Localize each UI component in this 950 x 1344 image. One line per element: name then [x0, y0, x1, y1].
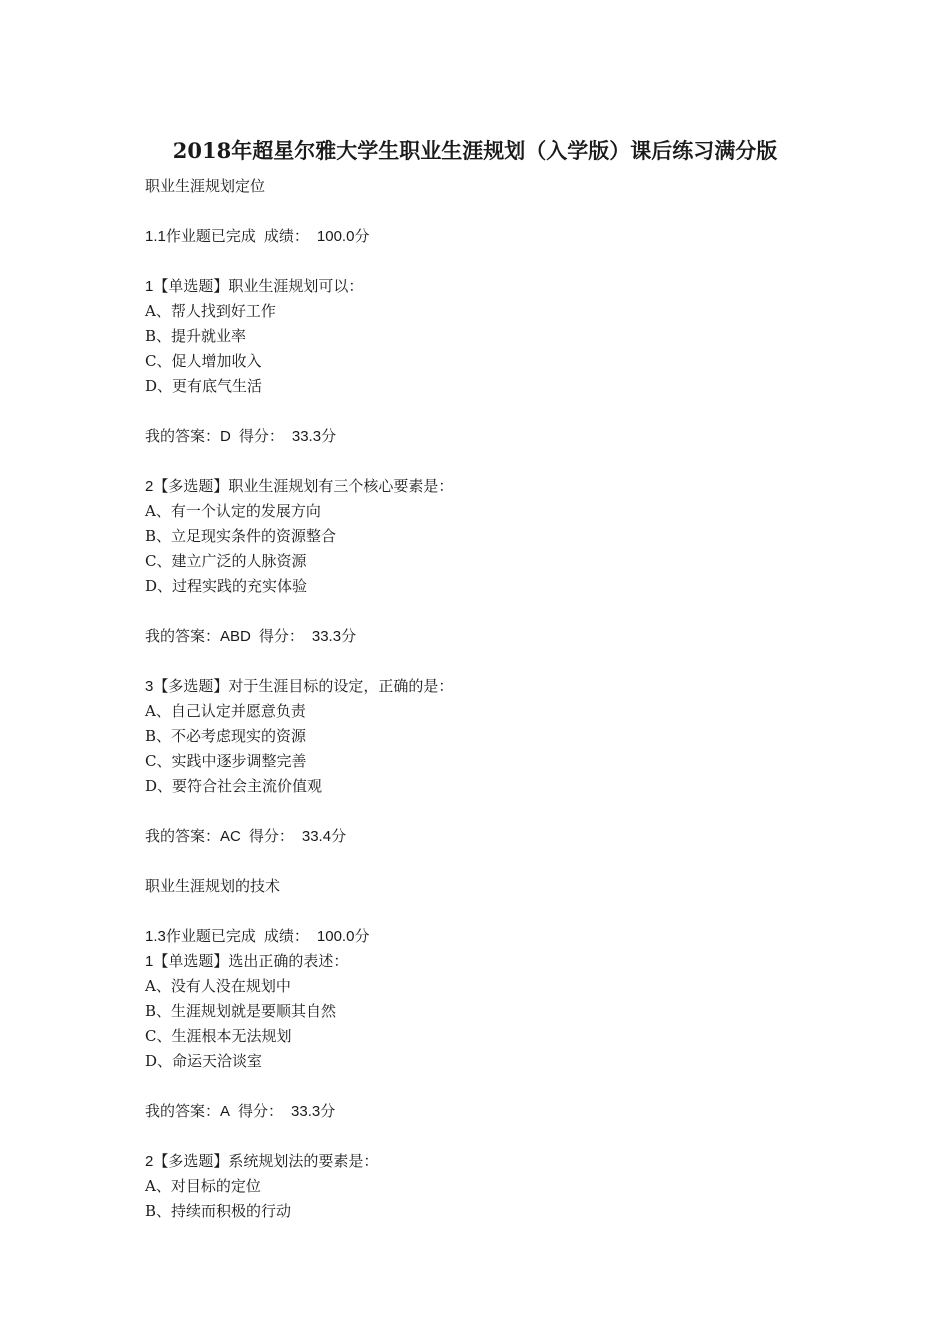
question-option: B、提升就业率: [145, 327, 247, 345]
homework-status: 1.1作业题已完成 成绩： 100.0分: [145, 227, 370, 245]
question-option: D、要符合社会主流价值观: [145, 777, 323, 795]
question-option: A、对目标的定位: [145, 1177, 261, 1195]
question-option: B、不必考虑现实的资源: [145, 727, 307, 745]
question-option: B、立足现实条件的资源整合: [145, 527, 337, 545]
question-option: C、实践中逐步调整完善: [145, 752, 307, 770]
question-stem: 2【多选题】系统规划法的要素是：: [145, 1152, 379, 1170]
question-option: C、促人增加收入: [145, 352, 262, 370]
question-option: C、生涯根本无法规划: [145, 1027, 292, 1045]
document-body: [145, 174, 845, 1224]
question-stem: 3【多选题】对于生涯目标的设定，正确的是：: [145, 677, 454, 695]
question-option: B、持续而积极的行动: [145, 1202, 292, 1220]
question-option: D、更有底气生活: [145, 377, 263, 395]
question-stem: 1【单选题】选出正确的表述：: [145, 952, 349, 970]
answer-line: 我的答案：D 得分： 33.3分: [145, 427, 337, 445]
document-title: 2018年超星尔雅大学生职业生涯规划（入学版）课后练习满分版: [172, 138, 778, 163]
question-option: A、没有人没在规划中: [145, 977, 291, 995]
question-option: A、帮人找到好工作: [145, 302, 276, 320]
question-option: A、自己认定并愿意负责: [145, 702, 306, 720]
question-option: C、建立广泛的人脉资源: [145, 552, 307, 570]
question-option: A、有一个认定的发展方向: [145, 502, 321, 520]
question-stem: 2【多选题】职业生涯规划有三个核心要素是：: [145, 477, 454, 495]
question-option: D、过程实践的充实体验: [145, 577, 308, 595]
answer-line: 我的答案：ABD 得分： 33.3分: [145, 627, 357, 645]
homework-status: 1.3作业题已完成 成绩： 100.0分: [145, 927, 370, 945]
section-heading: 职业生涯规划的技术: [145, 877, 281, 895]
answer-line: 我的答案：A 得分： 33.3分: [145, 1102, 336, 1120]
section-heading: 职业生涯规划定位: [145, 177, 266, 195]
question-stem: 1【单选题】职业生涯规划可以：: [145, 277, 364, 295]
question-option: D、命运天洽谈室: [145, 1052, 263, 1070]
answer-line: 我的答案：AC 得分： 33.4分: [145, 827, 347, 845]
question-option: B、生涯规划就是要顺其自然: [145, 1002, 337, 1020]
